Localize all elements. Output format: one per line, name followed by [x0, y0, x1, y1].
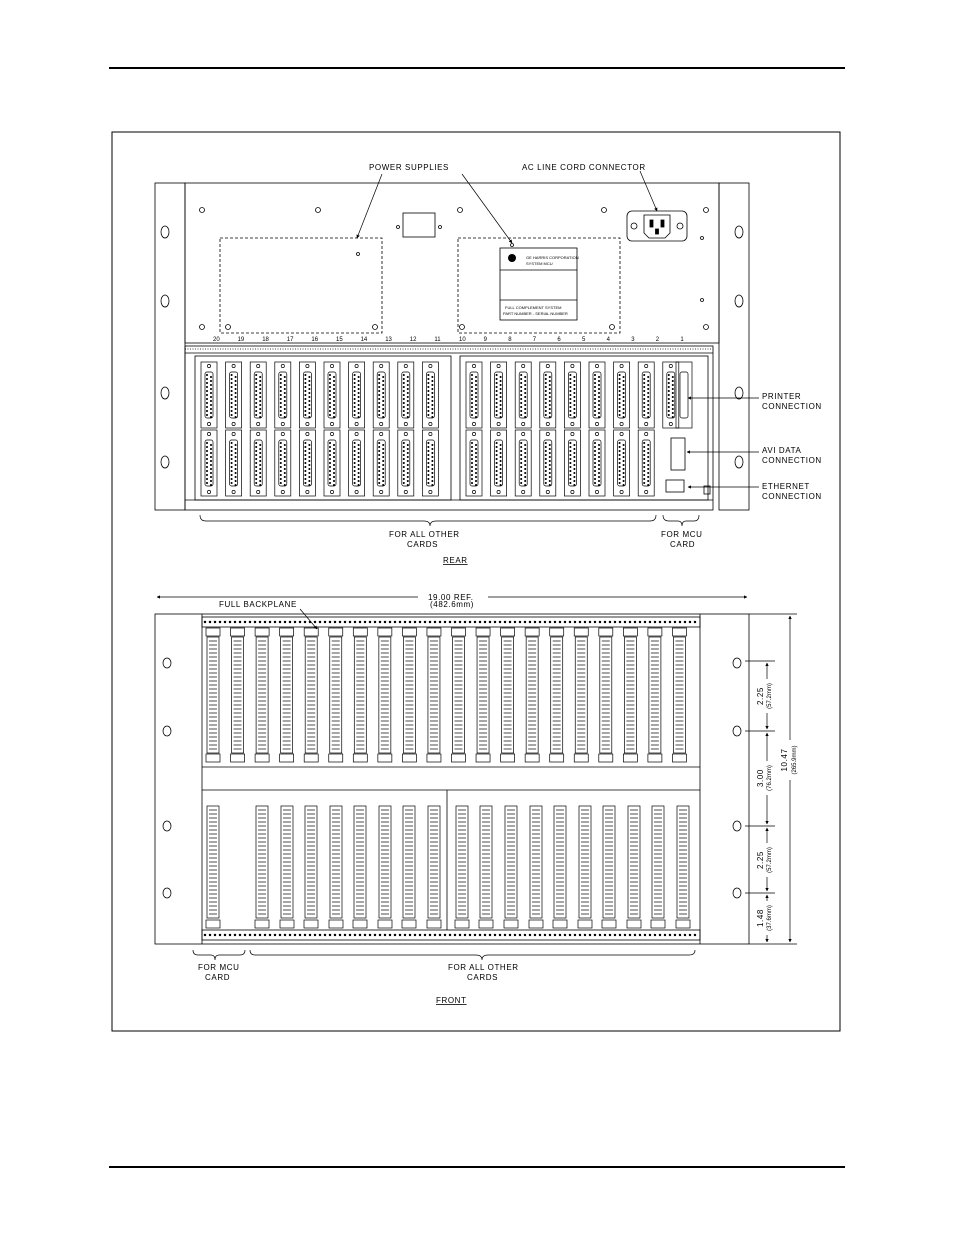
- power-supply-right: [458, 238, 620, 333]
- rear-connector: [564, 430, 580, 496]
- slot-number-20: 20: [213, 337, 220, 343]
- rear-connector: [373, 362, 389, 428]
- rear-all-other-label-1: FOR ALL OTHER: [389, 530, 460, 539]
- front-card-lower: [651, 806, 665, 928]
- spacing-dim-metric: (37.6mm): [767, 905, 773, 931]
- nameplate-line4: PART NUMBER - SERIAL NUMBER: [503, 311, 568, 316]
- nameplate-line2: SYSTEM MCU: [526, 261, 553, 266]
- slot-number-14: 14: [360, 337, 368, 343]
- rear-connector: [398, 362, 414, 428]
- front-card-lower: [578, 806, 592, 928]
- rear-connector: [422, 362, 438, 428]
- front-card-lower: [504, 806, 518, 928]
- rear-connector: [515, 430, 531, 496]
- front-mcu-label-2: CARD: [205, 973, 231, 982]
- slot-number-4: 4: [606, 337, 610, 343]
- front-card-upper: [329, 628, 343, 762]
- front-card-lower: [402, 806, 416, 928]
- rear-connector: [250, 362, 266, 428]
- spacing-dim-metric: (76.2mm): [767, 765, 773, 791]
- rear-connector: [226, 362, 242, 428]
- slot-number-10: 10: [459, 337, 466, 343]
- slot-number-15: 15: [336, 337, 343, 343]
- front-view: [155, 614, 749, 944]
- slot-number-6: 6: [557, 337, 561, 343]
- rear-connector: [201, 430, 217, 496]
- avi-label-2: CONNECTION: [762, 456, 822, 465]
- slot-number-17: 17: [286, 337, 294, 343]
- front-card-lower: [427, 806, 441, 928]
- slot-number-18: 18: [262, 337, 269, 343]
- front-card-lower: [304, 806, 318, 928]
- width-dim-metric: (482.6mm): [430, 600, 475, 609]
- slot-number-11: 11: [434, 337, 441, 343]
- front-card-lower: [479, 806, 493, 928]
- rear-top-panel: [185, 183, 719, 343]
- front-all-other-label-1: FOR ALL OTHER: [448, 963, 519, 972]
- rear-left-ear: [155, 183, 185, 510]
- front-card-upper: [206, 628, 220, 762]
- width-dim-value: 19.00 REF.: [428, 593, 474, 602]
- rear-connector: [466, 430, 482, 496]
- front-all-other-label-2: CARDS: [467, 973, 499, 982]
- rear-connector: [589, 430, 605, 496]
- rear-cutout: [403, 213, 435, 237]
- front-card-lower: [255, 806, 269, 928]
- rear-ear-slots: [161, 226, 743, 468]
- rear-connector: [515, 362, 531, 428]
- ethernet-label-1: ETHERNET: [762, 482, 810, 491]
- rear-connector: [589, 362, 605, 428]
- rear-connector: [398, 430, 414, 496]
- rear-connector: [540, 362, 556, 428]
- rear-connector: [614, 430, 630, 496]
- front-card-lower: [529, 806, 543, 928]
- front-card-upper: [304, 628, 318, 762]
- front-card-lower: [602, 806, 616, 928]
- ethernet-jack: [666, 480, 684, 492]
- front-card-lower: [280, 806, 294, 928]
- slot-number-3: 3: [631, 337, 635, 343]
- front-card-lower: [676, 806, 690, 928]
- front-card-upper: [672, 628, 686, 762]
- front-card-lower: [378, 806, 392, 928]
- power-supplies-label: POWER SUPPLIES: [369, 163, 449, 172]
- front-connectors: [204, 621, 696, 936]
- rear-connectors: [201, 362, 692, 496]
- front-card-upper: [574, 628, 588, 762]
- front-title: FRONT: [436, 996, 467, 1005]
- front-card-upper: [280, 628, 294, 762]
- front-card-upper: [255, 628, 269, 762]
- rear-connector: [663, 362, 679, 428]
- rear-connector: [466, 362, 482, 428]
- height-dim-value: 10.47: [780, 748, 789, 772]
- rear-connector: [250, 430, 266, 496]
- spacing-dim-metric: (57.2mm): [767, 847, 773, 873]
- slot-number-19: 19: [237, 337, 245, 343]
- front-brace-all-other: [250, 950, 695, 960]
- rear-panel-screws: [200, 208, 709, 330]
- rear-connector: [349, 430, 365, 496]
- slot-number-12: 12: [409, 337, 417, 343]
- rear-right-ear: [719, 183, 749, 510]
- avi-data-connector: [671, 438, 685, 470]
- front-card-lower: [553, 806, 567, 928]
- figure-frame: [112, 132, 840, 1031]
- front-card-lower: [455, 806, 469, 928]
- front-card-upper: [476, 628, 490, 762]
- rear-connector: [299, 430, 315, 496]
- slot-number-16: 16: [311, 337, 319, 343]
- rear-connector: [638, 362, 654, 428]
- nameplate-company: GE HARRIS CORPORATION: [526, 255, 579, 260]
- front-card-upper: [427, 628, 441, 762]
- printer-connector: [676, 362, 692, 428]
- front-card-lower: [206, 806, 220, 928]
- rear-connector: [201, 362, 217, 428]
- ac-connector: [627, 211, 687, 241]
- slot-number-13: 13: [385, 337, 392, 343]
- printer-label-2: CONNECTION: [762, 402, 822, 411]
- rear-title: REAR: [443, 556, 468, 565]
- rear-connector: [491, 362, 507, 428]
- avi-label-1: AVI DATA: [762, 446, 802, 455]
- rear-connector: [275, 362, 291, 428]
- nameplate-line3: FULL COMPLEMENT SYSTEM: [505, 305, 562, 310]
- slot-number-1: 1: [680, 337, 684, 343]
- rear-connector: [491, 430, 507, 496]
- rear-connector: [324, 362, 340, 428]
- spacing-dim-value: 3.00: [756, 769, 765, 787]
- spacing-dim-value: 1.48: [756, 909, 765, 927]
- dim-labels: [756, 679, 798, 935]
- rear-connector: [422, 430, 438, 496]
- front-card-upper: [501, 628, 515, 762]
- front-card-upper: [452, 628, 466, 762]
- rear-connector: [614, 362, 630, 428]
- front-card-lower: [353, 806, 367, 928]
- front-card-upper: [623, 628, 637, 762]
- front-brace-mcu: [193, 950, 245, 960]
- front-card-upper: [378, 628, 392, 762]
- front-card-upper: [231, 628, 245, 762]
- front-card-lower: [627, 806, 641, 928]
- rear-mcu-label-1: FOR MCU: [661, 530, 703, 539]
- rear-mcu-label-2: CARD: [670, 540, 696, 549]
- full-backplane-label: FULL BACKPLANE: [219, 600, 297, 609]
- slot-number-8: 8: [508, 337, 512, 343]
- rear-connector: [564, 362, 580, 428]
- rear-connector: [349, 362, 365, 428]
- front-card-upper: [648, 628, 662, 762]
- front-card-upper: [599, 628, 613, 762]
- rear-brace-all-other: [200, 515, 656, 526]
- nameplate-logo-icon: [508, 254, 516, 262]
- printer-label-1: PRINTER: [762, 392, 802, 401]
- front-outline: [155, 614, 749, 944]
- front-card-upper: [525, 628, 539, 762]
- rear-connector: [324, 430, 340, 496]
- rear-brace-mcu: [663, 515, 699, 526]
- rear-view: [155, 183, 749, 510]
- rear-connector: [373, 430, 389, 496]
- spacing-dim-metric: (57.2mm): [767, 683, 773, 709]
- spacing-dim-value: 2.25: [756, 687, 765, 705]
- ac-line-cord-label: AC LINE CORD CONNECTOR: [522, 163, 646, 172]
- rear-connector: [299, 362, 315, 428]
- rear-connector: [540, 430, 556, 496]
- spacing-dim-value: 2.25: [756, 851, 765, 869]
- height-dim-metric: (265.9mm): [792, 745, 798, 775]
- front-mcu-label-1: FOR MCU: [198, 963, 240, 972]
- slot-number-2: 2: [655, 337, 660, 343]
- front-card-upper: [353, 628, 367, 762]
- slot-number-7: 7: [532, 337, 537, 343]
- slot-number-9: 9: [483, 337, 487, 343]
- slot-number-5: 5: [582, 337, 586, 343]
- front-card-upper: [550, 628, 564, 762]
- rear-connector: [638, 430, 654, 496]
- rear-all-other-label-2: CARDS: [407, 540, 439, 549]
- front-card-upper: [402, 628, 416, 762]
- front-card-lower: [329, 806, 343, 928]
- rear-connector: [226, 430, 242, 496]
- rear-connector: [275, 430, 291, 496]
- ethernet-label-2: CONNECTION: [762, 492, 822, 501]
